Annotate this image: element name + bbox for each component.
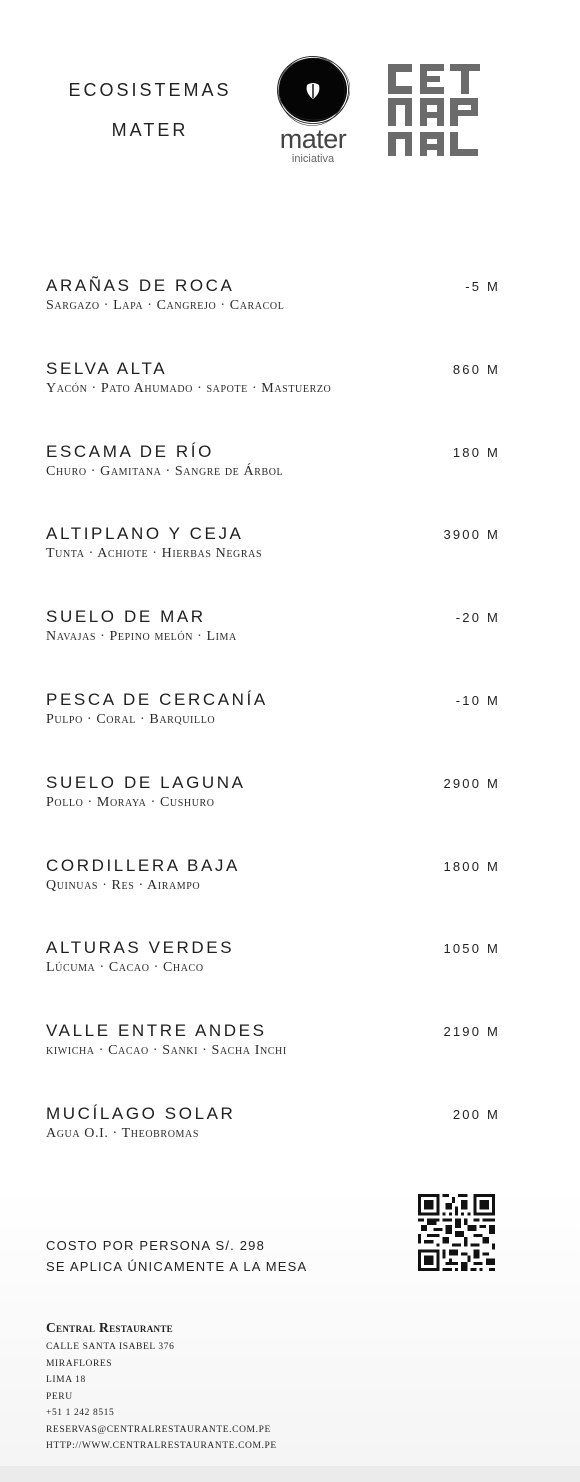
header-title-line2: MATER: [111, 120, 189, 140]
course-item: [46, 1021, 500, 1104]
course-ingredients: Quinuas · Res · Airampo: [46, 877, 201, 893]
course-item: [46, 442, 500, 525]
course-name: ALTURAS VERDES: [46, 938, 235, 958]
course-item: [46, 276, 500, 359]
course-item: [46, 359, 500, 442]
course-altitude: 200 M: [452, 1106, 500, 1122]
mater-logo: [268, 52, 358, 170]
course-ingredients: Tunta · Achiote · Hierbas Negras: [46, 546, 263, 562]
course-name: MUCÍLAGO SOLAR: [46, 1103, 236, 1123]
course-altitude: -5 M: [465, 279, 500, 294]
course-name: PESCA DE CERCANÍA: [46, 689, 268, 709]
central-logo-icon: [388, 62, 482, 158]
phone-number[interactable]: +51 1 242 8515: [46, 1408, 115, 1418]
course-altitude: 860 M: [452, 361, 500, 377]
course-altitude: -20 M: [455, 610, 500, 626]
course-altitude: 2190 M: [443, 1024, 500, 1040]
course-name: CORDILLERA BAJA: [46, 855, 240, 875]
header-title-line1: ECOSISTEMAS: [68, 80, 232, 100]
course-altitude: 1800 M: [443, 858, 500, 874]
course-name: VALLE ENTRE ANDES: [46, 1021, 267, 1041]
course-item: [46, 690, 500, 773]
address-district: MIRAFLORES: [46, 1358, 113, 1369]
mater-seed-icon: [276, 54, 350, 126]
course-ingredients: Lúcuma · Cacao · Chaco: [46, 960, 204, 976]
course-item: [46, 524, 500, 607]
course-altitude: 180 M: [452, 444, 500, 460]
course-ingredients: Pollo · Moraya · Cushuro: [46, 794, 215, 810]
reservation-email-link[interactable]: RESERVAS@CENTRALRESTAURANTE.COM.PE: [46, 1424, 271, 1435]
address-city: LIMA 18: [46, 1375, 86, 1385]
price-per-person: COSTO POR PERSONA S/. 298: [46, 1238, 266, 1253]
course-altitude: -10 M: [455, 692, 500, 708]
course-item: [46, 856, 500, 939]
course-altitude: 3900 M: [443, 527, 500, 543]
course-item: [46, 773, 500, 856]
course-ingredients: Agua O.I. · Theobromas: [46, 1125, 199, 1141]
bottom-edge: [0, 1466, 580, 1482]
course-name: ARAÑAS DE ROCA: [46, 276, 235, 295]
course-ingredients: Churo · Gamitana · Sangre de Árbol: [46, 463, 284, 479]
course-item: [46, 1104, 500, 1187]
course-name: SUELO DE LAGUNA: [46, 772, 246, 792]
address-country: PERU: [46, 1391, 73, 1402]
restaurant-name: Central Restaurante: [46, 1320, 173, 1335]
course-list: [46, 276, 500, 1187]
address-street: CALLE SANTA ISABEL 376: [46, 1342, 175, 1352]
course-name: ALTIPLANO Y CEJA: [46, 524, 244, 544]
course-ingredients: Sargazo · Lapa · Cangrejo · Caracol: [46, 298, 285, 313]
course-item: [46, 607, 500, 690]
mater-logo-subtitle: iniciativa: [291, 153, 335, 165]
course-name: ESCAMA DE RÍO: [46, 441, 214, 461]
restaurant-contact: [46, 1320, 346, 1455]
course-ingredients: Navajas · Pepino melón · Lima: [46, 629, 237, 645]
mater-logo-word: mater: [279, 124, 347, 154]
course-name: SUELO DE MAR: [46, 607, 206, 627]
course-altitude: 1050 M: [443, 941, 500, 957]
qr-code-icon[interactable]: [418, 1194, 495, 1271]
website-link[interactable]: HTTP://WWW.CENTRALRESTAURANTE.COM.PE: [46, 1441, 277, 1451]
course-item: [46, 938, 500, 1021]
course-ingredients: Pulpo · Coral · Barquillo: [46, 711, 216, 727]
course-altitude: 2900 M: [443, 775, 500, 791]
course-name: SELVA ALTA: [46, 358, 168, 378]
course-ingredients: kiwicha · Cacao · Sanki · Sacha Inchi: [46, 1043, 287, 1059]
course-ingredients: Yacón · Pato Ahumado · sapote · Mastuerzo: [46, 380, 332, 396]
price-note: SE APLICA ÚNICAMENTE A LA MESA: [46, 1259, 308, 1274]
